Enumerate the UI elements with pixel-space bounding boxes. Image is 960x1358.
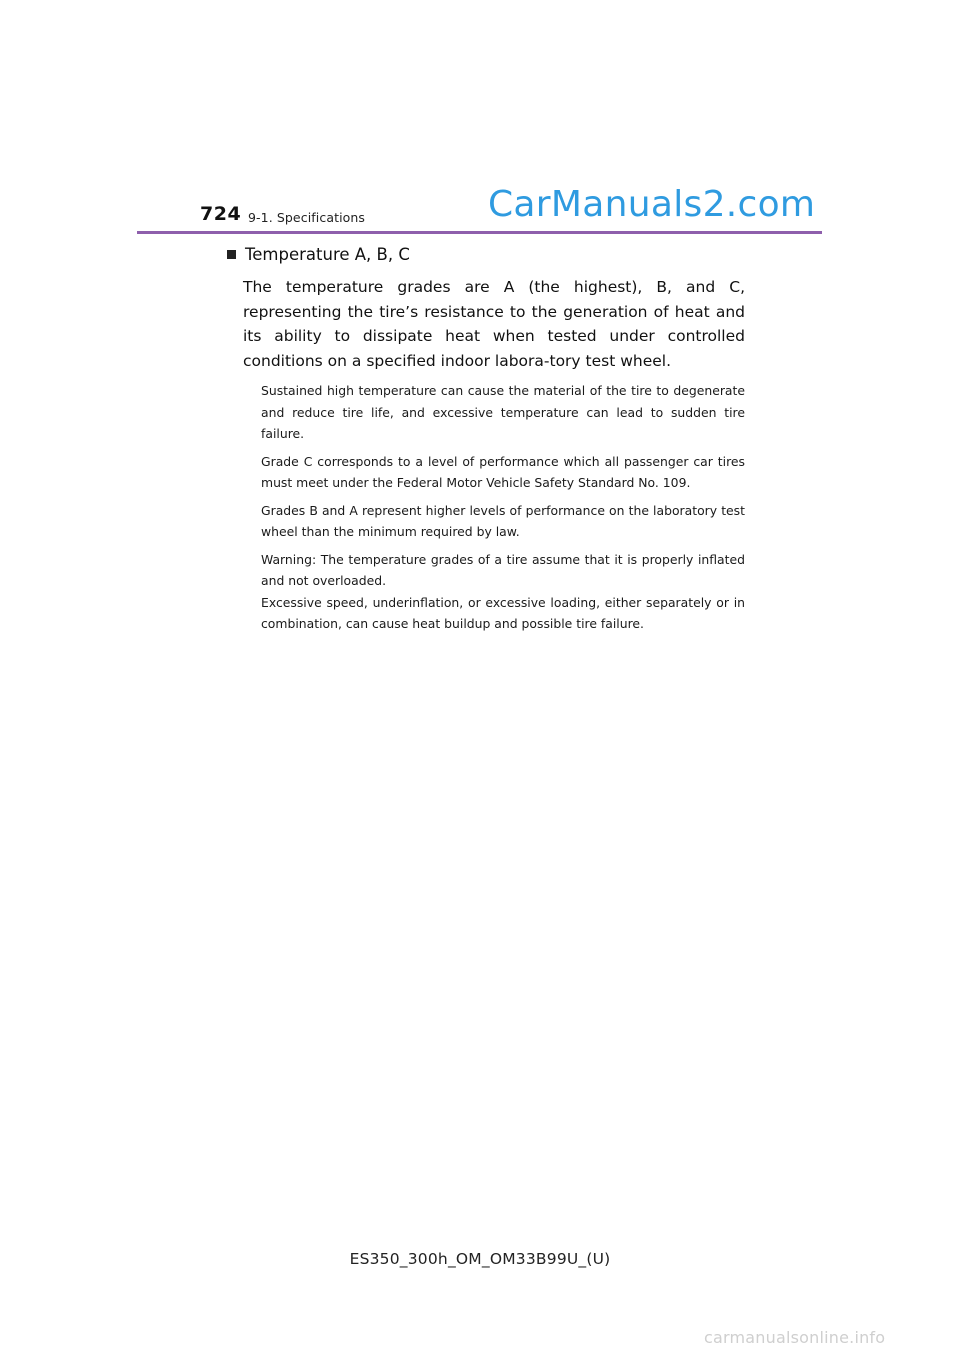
body-paragraph: The temperature grades are A (the highest), B, and C, representing the tire’s resistance to the generation of heat and its ability to dissipate heat when tested under controlled conditions on a specified indoor labora-tory test wheel.	[243, 278, 745, 370]
section-label: 9-1. Specifications	[248, 210, 366, 225]
square-bullet-icon	[227, 250, 236, 259]
footer-watermark: carmanualsonline.info	[704, 1328, 886, 1347]
notes-block	[261, 380, 745, 641]
note-warning: Warning: The temperature grades of a tire assume that it is properly inflated and not overloaded.	[261, 551, 745, 588]
header-watermark: CarManuals2.com	[488, 184, 816, 225]
note-grades-b-a: Grades B and A represent higher levels of performance on the laboratory test wheel than the minimum required by law.	[261, 502, 745, 539]
note-sustained-temperature: Sustained high temperature can cause the material of the tire to degenerate and reduce tire life, and excessive temperature can lead to sudden tire failure.	[261, 383, 745, 441]
section-heading	[227, 245, 410, 264]
page-number: 724	[200, 203, 242, 225]
document-code: ES350_300h_OM_OM33B99U_(U)	[349, 1250, 611, 1268]
note-grade-c: Grade C corresponds to a level of performance which all passenger car tires must meet under the Federal Motor Vehicle Safety Standard No. 109.	[261, 453, 745, 490]
note-excessive-speed: Excessive speed, underinflation, or excessive loading, either separately or in combination, can cause heat buildup and possible tire failure.	[261, 594, 745, 631]
header-rule	[137, 231, 822, 234]
heading-text: Temperature A, B, C	[245, 245, 410, 264]
